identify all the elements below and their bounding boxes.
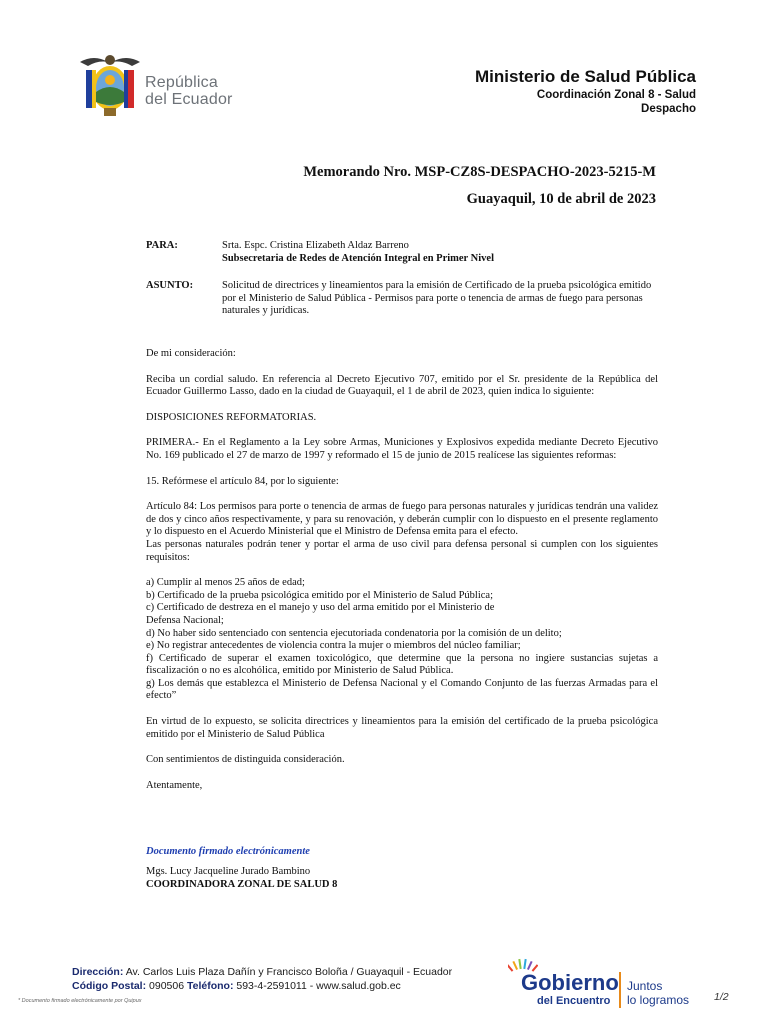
republic-logo-text [145, 74, 233, 108]
memo-body [146, 348, 658, 805]
sign-off: Atentamente, [146, 779, 203, 791]
memo-number: Memorando Nro. MSP-CZ8S-DESPACHO-2023-5215-M [303, 164, 656, 180]
requirement-item: f) Certificado de superar el examen toxicológico, que determine que la persona no ingiere sustancias sujetas a fiscalización o no es alcohólica, emitido por Ministerio de Salud Pública. [146, 652, 658, 677]
ministry-header [475, 66, 696, 116]
logo-text-line1: República [145, 74, 218, 91]
requirement-item: a) Cumplir al menos 25 años de edad; [146, 577, 305, 589]
body-paragraph: Las personas naturales podrán tener y portar el arma de uso civil para defensa personal si cumplen con los siguientes requisitos: [146, 538, 658, 563]
signer-name: Mgs. Lucy Jacqueline Jurado Bambino [146, 866, 311, 877]
quipux-note: * Documento firmado electrónicamente por Quipux [18, 998, 142, 1004]
requirement-item: b) Certificado de la prueba psicológica emitido por el Ministerio de Salud Pública; [146, 589, 493, 601]
para-name: Srta. Espc. Cristina Elizabeth Aldaz Barreno [222, 240, 409, 251]
signer-title: COORDINADORA ZONAL DE SALUD 8 [146, 879, 338, 890]
office-name: Despacho [641, 103, 696, 115]
gobierno-logo-sub: del Encuentro [537, 995, 611, 1007]
logo-text-line2: del Ecuador [145, 91, 233, 108]
ministry-name: Ministerio de Salud Pública [474, 67, 696, 86]
greeting: De mi consideración: [146, 348, 236, 359]
phone-label: Teléfono: [186, 980, 234, 992]
closing: Con sentimientos de distinguida consideración. [146, 754, 345, 766]
asunto-label: ASUNTO: [146, 280, 194, 291]
requirement-item: d) No haber sido sentenciado con sentencia ejecutoriada condenatoria por la comisión de un delito; [146, 627, 562, 639]
para-title: Subsecretaria de Redes de Atención Integral en Primer Nivel [222, 252, 494, 264]
body-paragraph: En virtud de lo expuesto, se solicita directrices y lineamientos para la emisión del certificado de la prueba psicológica emitido por el Ministerio de Salud Pública [146, 716, 658, 740]
slogan-line2: lo logramos [627, 993, 690, 1007]
postal-line [72, 979, 452, 993]
gobierno-logo-word: Gobierno [521, 970, 619, 995]
postal-value: 090506 [149, 980, 185, 992]
memo-date: Guayaquil, 10 de abril de 2023 [466, 191, 656, 207]
asunto-field [146, 280, 666, 318]
memo-fields [146, 240, 666, 333]
gobierno-divider [619, 972, 621, 1008]
body-paragraph: PRIMERA.- En el Reglamento a la Ley sobre Armas, Municiones y Explosivos expedida mediante Decreto Ejecutivo No. 169 publicado el 27 de marzo de 1997 y reformado el 15 de junio de 2015 realícese las siguientes reformas: [146, 437, 658, 461]
address-value: Av. Carlos Luis Plaza Dañín y Francisco Boloña / Guayaquil - Ecuador [125, 966, 453, 978]
footer-address-block [72, 965, 452, 993]
requirement-item: c) Certificado de destreza en el manejo y uso del arma emitido por el Ministerio de [146, 602, 495, 614]
address-label: Dirección: [72, 966, 124, 978]
body-paragraph: Reciba un cordial saludo. En referencia al Decreto Ejecutivo 707, emitido por el Sr. presidente de la República del Ecuador Guillermo Lasso, dado en la ciudad de Guayaquil, el 1 de abril de 2023, quien indica lo siguiente: [146, 373, 658, 398]
electronic-signature-note: Documento firmado electrónicamente [146, 846, 310, 857]
requirement-item: e) No registrar antecedentes de violencia contra la mujer o miembros del núcleo familiar; [146, 640, 521, 652]
coat-of-arms-logo [78, 52, 142, 118]
slogan-line1: Juntos [627, 979, 663, 993]
body-paragraph: 15. Refórmese el artículo 84, por lo siguiente: [146, 475, 339, 487]
para-label: PARA: [146, 240, 178, 251]
requirement-item: g) Los demás que establezca el Ministerio de Defensa Nacional y el Comando Conjunto de las fuerzas Armadas para el efecto” [146, 677, 658, 702]
phone-value: 593-4-2591011 - www.salud.gob.ec [236, 980, 401, 992]
asunto-text: Solicitud de directrices y lineamientos para la emisión de Certificado de la prueba psicológica emitido por el Ministerio de Salud Pública - Permisos para porte o tenencia de armas de fuego para personas naturales y jurídicas. [222, 280, 652, 316]
postal-label: Código Postal: [72, 980, 147, 992]
address-line [72, 965, 452, 979]
page-number: 1/2 [714, 991, 729, 1003]
body-paragraph: Artículo 84: Los permisos para porte o tenencia de armas de fuego para personas naturales y jurídicas tendrán una validez de dos y cinco años respectivamente, y para su renovación, y deberán cumplir con lo dispuesto en el presente reglamento y lo dispuesto en el Acuerdo Ministerial que el Ministro de Defensa emita para el efecto. [146, 501, 658, 538]
section-heading: DISPOSICIONES REFORMATORIAS. [146, 411, 317, 423]
para-field [146, 240, 666, 265]
requirement-item: Defensa Nacional; [146, 614, 224, 626]
coordination-name: Coordinación Zonal 8 - Salud [536, 89, 696, 101]
